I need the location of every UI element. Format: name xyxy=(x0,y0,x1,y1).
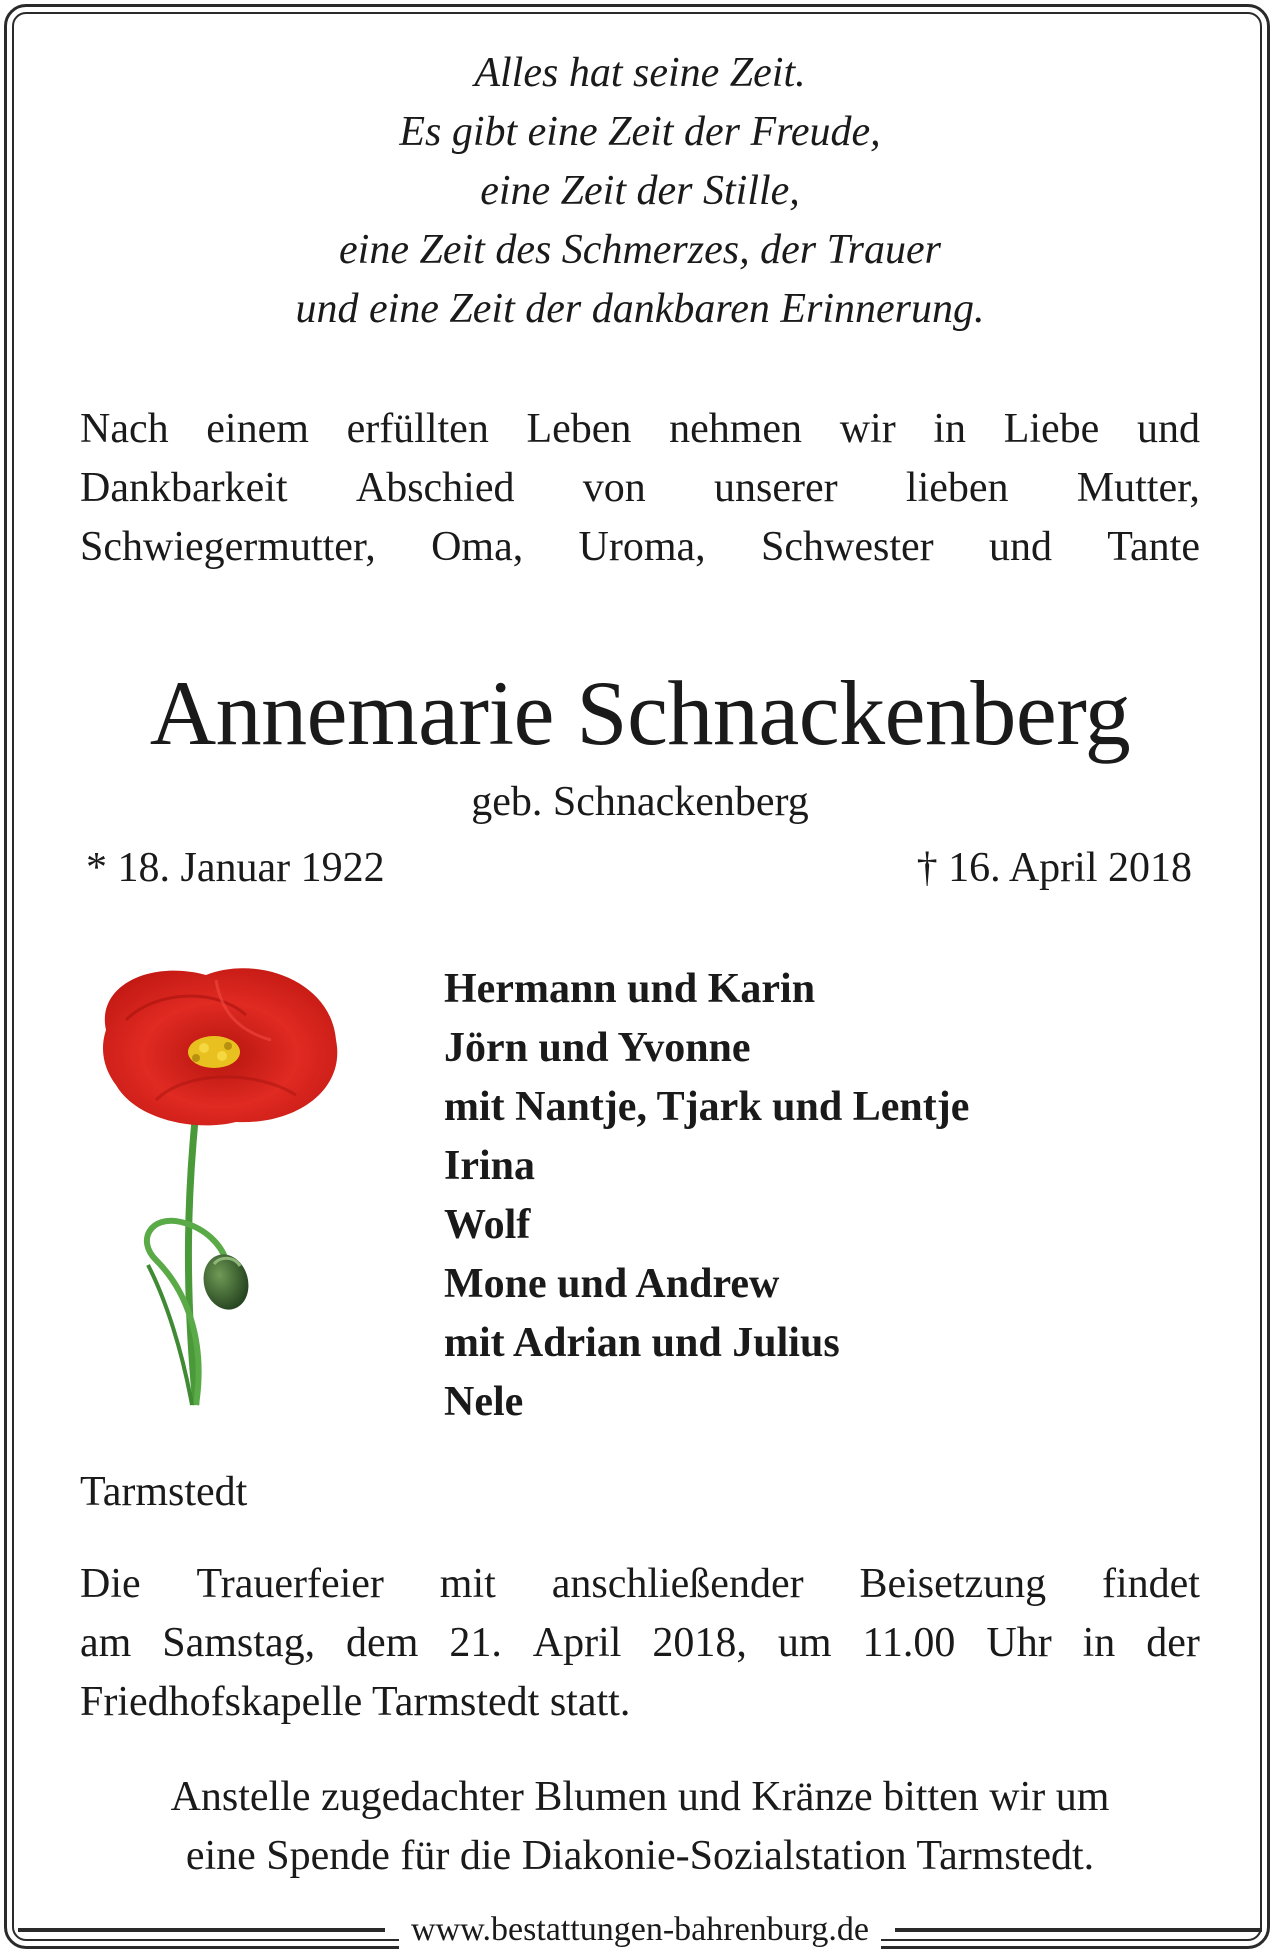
footer-rule-right xyxy=(895,1928,1262,1932)
funeral-word: 21. xyxy=(449,1620,502,1666)
survivor-line: Mone und Andrew xyxy=(444,1261,780,1307)
intro-word: Abschied xyxy=(355,465,515,511)
intro-word: Schwiegermutter, xyxy=(80,524,376,570)
place-name: Tarmstedt xyxy=(80,1469,248,1515)
funeral-word: April xyxy=(532,1620,622,1666)
intro-word: von xyxy=(582,465,646,511)
life-dates xyxy=(86,842,1192,894)
funeral-word: Die xyxy=(80,1561,141,1607)
poem-line: eine Zeit der Stille, xyxy=(480,168,800,214)
funeral-word: Samstag, xyxy=(162,1620,316,1666)
poem-line: eine Zeit des Schmerzes, der Trauer xyxy=(339,227,941,273)
funeral-line xyxy=(80,1555,1200,1614)
intro-word: lieben xyxy=(905,465,1009,511)
funeral-word: Friedhofskapelle Tarmstedt statt. xyxy=(80,1679,631,1725)
intro-word: Leben xyxy=(526,406,632,452)
intro-word: Schwester xyxy=(761,524,934,570)
intro-line xyxy=(80,518,1200,577)
intro-word: Uroma, xyxy=(578,524,706,570)
poem-line: Alles hat seine Zeit. xyxy=(474,50,806,96)
survivor-line: Hermann und Karin xyxy=(444,966,816,1012)
survivor-line: mit Adrian und Julius xyxy=(444,1320,840,1366)
survivor-line: Wolf xyxy=(444,1202,531,1248)
footer xyxy=(0,1908,1280,1952)
intro-word: und xyxy=(988,524,1052,570)
intro-word: wir xyxy=(839,406,896,452)
intro-word: unserer xyxy=(714,465,838,511)
funeral-word: findet xyxy=(1102,1561,1200,1607)
intro-word: nehmen xyxy=(669,406,803,452)
survivor-line: Nele xyxy=(444,1379,524,1425)
poem-line: und eine Zeit der dankbaren Erinnerung. xyxy=(295,286,985,332)
intro-word: und xyxy=(1136,406,1200,452)
funeral-word: anschließender xyxy=(551,1561,804,1607)
intro-line xyxy=(80,459,1200,518)
intro-word: Dankbarkeit xyxy=(80,465,288,511)
intro-word: in xyxy=(933,406,967,452)
deceased-name: Annemarie Schnackenberg xyxy=(149,662,1131,764)
intro-text xyxy=(80,400,1200,577)
funeral-line xyxy=(80,1614,1200,1673)
footer-url: www.bestattungen-bahrenburg.de xyxy=(399,1911,881,1949)
intro-word: einem xyxy=(206,406,309,452)
donation-line: eine Spende für die Diakonie-Sozialstation Tarmstedt. xyxy=(185,1833,1095,1879)
poem xyxy=(0,44,1280,339)
funeral-word: Beisetzung xyxy=(859,1561,1047,1607)
funeral-word: am xyxy=(80,1620,132,1666)
intro-word: erfüllten xyxy=(346,406,489,452)
funeral-notice xyxy=(80,1555,1200,1732)
funeral-word: in xyxy=(1082,1620,1116,1666)
funeral-word: der xyxy=(1146,1620,1200,1666)
poem-line: Es gibt eine Zeit der Freude, xyxy=(399,109,881,155)
intro-word: Nach xyxy=(80,406,169,452)
intro-word: Mutter, xyxy=(1076,465,1200,511)
funeral-line xyxy=(80,1673,1200,1732)
birth-name: geb. Schnackenberg xyxy=(471,779,809,825)
intro-word: Liebe xyxy=(1003,406,1100,452)
funeral-word: 11.00 xyxy=(862,1620,956,1666)
footer-rule-left xyxy=(18,1928,385,1932)
donation-line: Anstelle zugedachter Blumen und Kränze bitten wir um xyxy=(170,1774,1110,1820)
funeral-word: Trauerfeier xyxy=(196,1561,384,1607)
funeral-word: 2018, xyxy=(652,1620,747,1666)
survivor-line: mit Nantje, Tjark und Lentje xyxy=(444,1084,970,1130)
funeral-word: Uhr xyxy=(986,1620,1052,1666)
funeral-word: dem xyxy=(346,1620,419,1666)
donation-notice xyxy=(0,1768,1280,1886)
funeral-word: mit xyxy=(439,1561,496,1607)
birth-date: * 18. Januar 1922 xyxy=(86,845,385,891)
intro-line xyxy=(80,400,1200,459)
intro-word: Tante xyxy=(1107,524,1200,570)
death-date: † 16. April 2018 xyxy=(916,845,1192,891)
intro-word: Oma, xyxy=(431,524,524,570)
poppy-flower-icon xyxy=(96,960,346,1410)
funeral-word: um xyxy=(777,1620,832,1666)
survivor-line: Irina xyxy=(444,1143,536,1189)
survivors-list xyxy=(444,960,969,1432)
survivor-line: Jörn und Yvonne xyxy=(444,1025,751,1071)
